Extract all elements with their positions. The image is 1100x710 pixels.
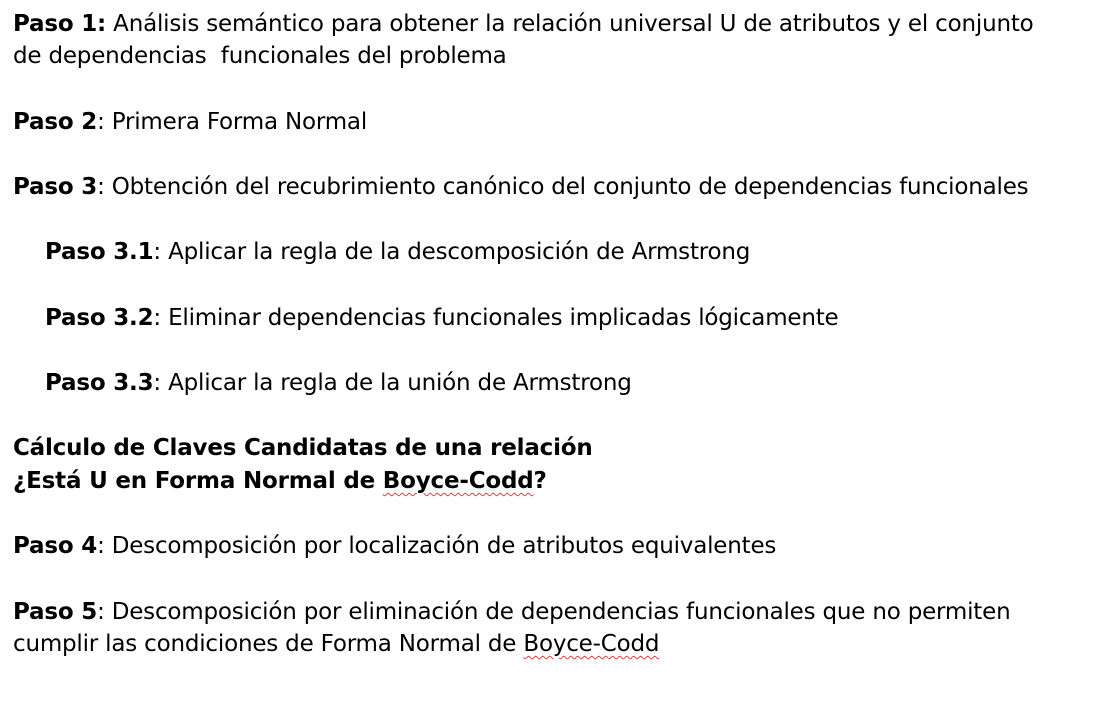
step-3-1	[45, 236, 750, 269]
step-4	[13, 530, 776, 563]
step-5-label: Paso 5	[13, 599, 98, 625]
step-5-text-continued: cumplir las condiciones de Forma Normal de	[13, 631, 524, 657]
bcnf-question-heading	[13, 465, 547, 498]
step-2	[13, 106, 367, 139]
step-1-line-2	[13, 40, 507, 73]
step-1-label: Paso 1:	[13, 11, 107, 37]
step-1-line-1	[13, 8, 1034, 41]
step-3-2-text: : Eliminar dependencias funcionales implicadas lógicamente	[153, 305, 839, 331]
bcnf-question-mark: ?	[533, 468, 547, 494]
step-5-text: : Descomposición por eliminación de dependencias funcionales que no permiten	[97, 599, 1011, 625]
step-3-label: Paso 3	[13, 174, 98, 200]
step-3-3	[45, 367, 632, 400]
candidate-keys-heading: Cálculo de Claves Candidatas de una relación	[13, 435, 593, 461]
step-5-line-1	[13, 596, 1010, 629]
step-4-text: : Descomposición por localización de atributos equivalentes	[97, 533, 777, 559]
step-3-1-text: : Aplicar la regla de la descomposición de Armstrong	[153, 239, 751, 265]
step-1-text-continued: de dependencias funcionales del problema	[13, 43, 507, 69]
step-3-3-text: : Aplicar la regla de la unión de Armstrong	[153, 370, 632, 396]
step-3-1-label: Paso 3.1	[45, 239, 154, 265]
step-3	[13, 171, 1028, 204]
step-3-2	[45, 302, 839, 335]
step-4-label: Paso 4	[13, 533, 98, 559]
step-2-label: Paso 2	[13, 109, 98, 135]
step-5-boyce-codd: Boyce-Codd	[523, 631, 660, 657]
step-3-text: : Obtención del recubrimiento canónico del conjunto de dependencias funcionales	[97, 174, 1029, 200]
step-1-text: Análisis semántico para obtener la relación universal U de atributos y el conjunto	[106, 11, 1034, 37]
step-3-2-label: Paso 3.2	[45, 305, 154, 331]
step-2-text: : Primera Forma Normal	[97, 109, 368, 135]
step-3-3-label: Paso 3.3	[45, 370, 154, 396]
bcnf-question-boyce-codd: Boyce-Codd	[382, 468, 534, 494]
bcnf-question-text: ¿Está U en Forma Normal de	[13, 468, 383, 494]
step-5-line-2	[13, 628, 659, 661]
